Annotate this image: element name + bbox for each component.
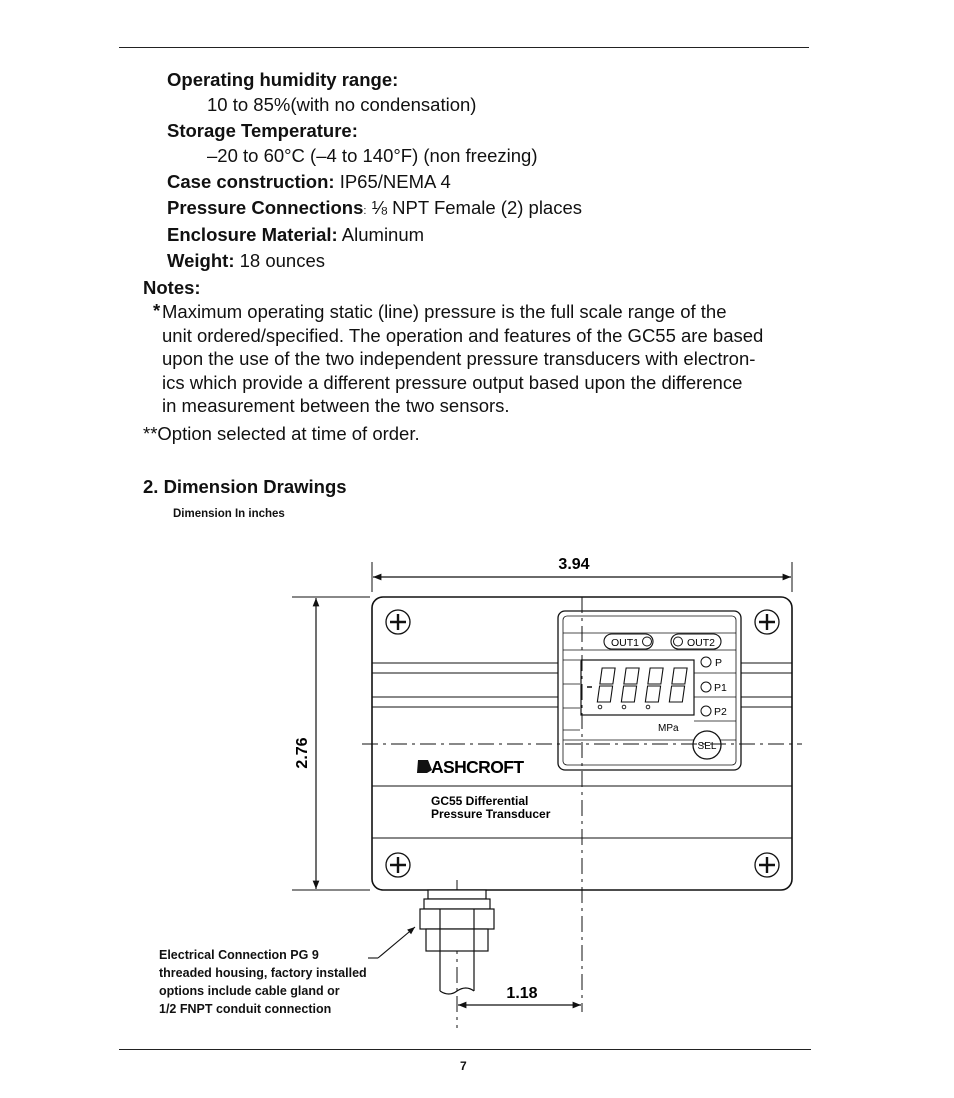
callout-line: 1/2 FNPT conduit connection bbox=[159, 1002, 332, 1016]
height-dim-label: 2.76 bbox=[294, 737, 311, 769]
note-line: unit ordered/specified. The operation and features of the GC55 are based bbox=[162, 324, 764, 346]
note-line: in measurement between the two sensors. bbox=[162, 395, 510, 416]
width-dimension bbox=[372, 556, 792, 592]
weight-value: 18 ounces bbox=[239, 250, 325, 271]
pressure-colon: : bbox=[363, 205, 367, 217]
p1-indicator bbox=[701, 682, 727, 694]
option-note: **Option selected at time of order. bbox=[143, 423, 420, 444]
brand-text: ASHCROFT bbox=[431, 757, 524, 777]
callout-line: Electrical Connection PG 9 bbox=[159, 948, 319, 962]
out2-indicator bbox=[671, 634, 721, 649]
note-line: Maximum operating static (line) pressure is the full scale range of the bbox=[162, 301, 727, 322]
callout-line: threaded housing, factory installed bbox=[159, 966, 367, 980]
enclosure-value: Aluminum bbox=[341, 224, 425, 245]
sel-button bbox=[693, 731, 721, 759]
notes-star: * bbox=[153, 300, 161, 321]
humidity-label: Operating humidity range: bbox=[167, 69, 399, 90]
notes-heading: Notes: bbox=[143, 277, 201, 298]
out1-indicator bbox=[604, 634, 653, 649]
enclosure-label: Enclosure Material: bbox=[167, 224, 338, 245]
bottom-rule bbox=[119, 1049, 811, 1050]
p2-indicator bbox=[701, 706, 727, 718]
led-display bbox=[581, 660, 694, 715]
case-label: Case construction: bbox=[167, 171, 335, 192]
callout-line: options include cable gland or bbox=[159, 984, 340, 998]
storage-label: Storage Temperature: bbox=[167, 120, 358, 141]
model-line-1: GC55 Differential bbox=[431, 794, 529, 808]
pressure-label: Pressure Connections bbox=[167, 197, 364, 218]
sel-label: SEL bbox=[697, 741, 717, 752]
page-number: 7 bbox=[460, 1059, 467, 1073]
ashcroft-logo bbox=[417, 757, 524, 777]
out1-label: OUT1 bbox=[610, 637, 640, 649]
offset-dim-label: 1.18 bbox=[506, 985, 538, 1002]
p1-label: P1 bbox=[714, 682, 727, 694]
p2-label: P2 bbox=[714, 706, 727, 718]
storage-value: –20 to 60°C (–4 to 140°F) (non freezing) bbox=[207, 145, 538, 166]
height-dimension bbox=[292, 597, 370, 890]
units-note: Dimension In inches bbox=[173, 508, 285, 520]
callout-arrow bbox=[378, 927, 415, 958]
case-value: IP65/NEMA 4 bbox=[339, 171, 451, 192]
unit-label: MPa bbox=[658, 723, 679, 734]
weight-label: Weight: bbox=[167, 250, 235, 271]
note-line: ics which provide a different pressure output based upon the difference bbox=[162, 371, 743, 393]
pressure-value: ⅛ NPT Female (2) places bbox=[371, 197, 583, 218]
humidity-value: 10 to 85%(with no condensation) bbox=[207, 94, 477, 115]
p-label: P bbox=[715, 657, 723, 669]
note-line: upon the use of the two independent pressure transducers with electron- bbox=[162, 348, 756, 369]
out2-label: OUT2 bbox=[686, 637, 716, 649]
section-title: 2. Dimension Drawings bbox=[143, 476, 347, 497]
offset-dimension bbox=[458, 985, 581, 1005]
width-dim-label: 3.94 bbox=[558, 556, 590, 573]
model-line-2: Pressure Transducer bbox=[431, 807, 551, 821]
